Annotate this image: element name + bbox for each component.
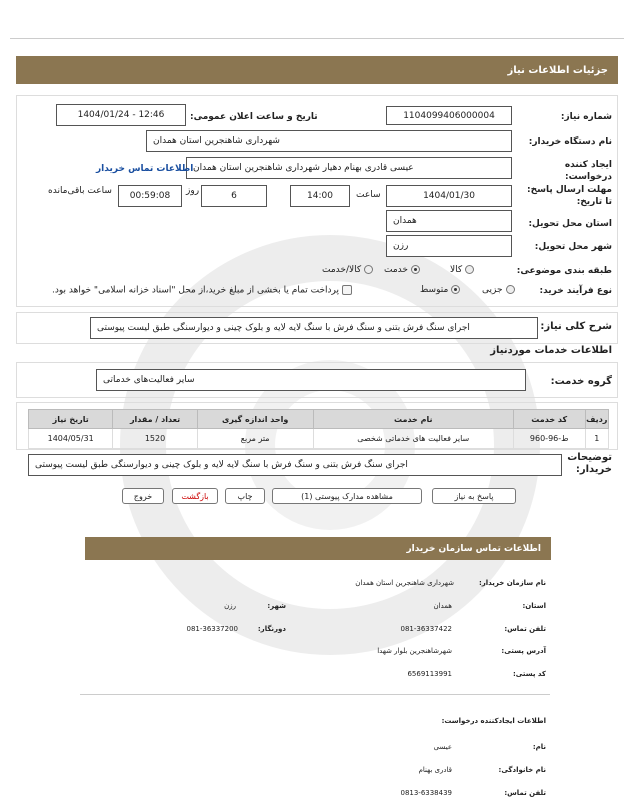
deadline-label: مهلت ارسال پاسخ: تا تاریخ: bbox=[527, 185, 612, 207]
details-header bbox=[16, 56, 618, 84]
contact-header bbox=[85, 537, 551, 560]
cell-name: سایر فعالیت های خدماتی شخصی bbox=[313, 429, 513, 449]
col-unit: واحد اندازه گیری bbox=[197, 410, 313, 429]
creator-phone: 0813-6338439 bbox=[400, 789, 452, 797]
contact-postal: 6569113991 bbox=[407, 670, 452, 678]
creator-last-name-label: نام خانوادگی: bbox=[498, 766, 546, 774]
contact-title: اطلاعات تماس سازمان خریدار bbox=[406, 543, 541, 554]
time-label: ساعت bbox=[356, 190, 381, 200]
contact-province: همدان bbox=[433, 602, 452, 610]
buyer-org-field: شهرداری شاهنجرین استان همدان bbox=[146, 130, 512, 152]
remaining-label: ساعت باقی‌مانده bbox=[48, 186, 112, 196]
col-code: کد خدمت bbox=[513, 410, 585, 429]
summary-field: اجرای سنگ فرش بتنی و سنگ فرش با سنگ لایه لایه و بلوک چینی و دیوارسنگی طبق لیست پیوستی bbox=[90, 317, 538, 339]
top-divider bbox=[10, 38, 624, 39]
contact-city-label: شهر: bbox=[267, 602, 286, 610]
exit-button[interactable]: خروج bbox=[122, 488, 164, 504]
announce-field: 1404/01/24 - 12:46 bbox=[56, 104, 186, 126]
table-row bbox=[29, 429, 609, 449]
contact-divider bbox=[80, 694, 550, 695]
radio-medium-icon[interactable] bbox=[451, 285, 460, 294]
announce-label: تاریخ و ساعت اعلان عمومی: bbox=[190, 112, 318, 122]
process-label: نوع فرآیند خرید: bbox=[539, 286, 612, 296]
buyer-org-label: نام دستگاه خریدار: bbox=[528, 137, 612, 147]
category-option-goods[interactable]: کالا bbox=[450, 265, 477, 275]
col-name: نام خدمت bbox=[313, 410, 513, 429]
category-option-service[interactable]: خدمت bbox=[384, 265, 423, 275]
buyer-notes-field: اجرای سنگ فرش بتنی و سنگ فرش با سنگ لایه لایه و بلوک چینی و دیوارسنگی طبق لیست پیوستی bbox=[28, 454, 562, 476]
process-option-medium[interactable]: متوسط bbox=[420, 285, 463, 295]
province-label: استان محل تحویل: bbox=[528, 219, 612, 229]
creator-phone-label: تلفن تماس: bbox=[504, 789, 546, 797]
days-label: روز bbox=[186, 186, 200, 196]
buyer-notes-label: توضیحات خریدار: bbox=[567, 452, 612, 475]
deadline-date-field: 1404/01/30 bbox=[386, 185, 512, 207]
creator-label: ایجاد کننده درخواست: bbox=[564, 160, 612, 182]
reply-button[interactable]: پاسخ به نیاز bbox=[432, 488, 516, 504]
contact-province-label: استان: bbox=[522, 602, 546, 610]
process-option-minor[interactable]: جزیی bbox=[482, 285, 518, 295]
province-field: همدان bbox=[386, 210, 512, 232]
category-option-both[interactable]: کالا/خدمت bbox=[322, 265, 376, 275]
buyer-contact-link[interactable]: اطلاعات تماس خریدار bbox=[96, 164, 194, 174]
radio-both-icon[interactable] bbox=[364, 265, 373, 274]
service-group-field: سایر فعالیت‌های خدماتی bbox=[96, 369, 526, 391]
radio-minor-icon[interactable] bbox=[506, 285, 515, 294]
attachments-button[interactable]: مشاهده مدارک پیوستی (1) bbox=[272, 488, 422, 504]
need-number-label: شماره نیاز: bbox=[560, 112, 612, 122]
contact-postal-label: کد پستی: bbox=[512, 670, 546, 678]
radio-goods-icon[interactable] bbox=[465, 265, 474, 274]
deadline-time-field: 14:00 bbox=[290, 185, 350, 207]
days-field: 6 bbox=[201, 185, 267, 207]
need-number-field: 1104099406000004 bbox=[386, 106, 512, 125]
contact-address-label: آدرس پستی: bbox=[501, 647, 546, 655]
contact-address: شهرشاهنجرین بلوار شهدا bbox=[377, 647, 452, 655]
checkbox-icon[interactable] bbox=[342, 285, 352, 295]
col-row: ردیف bbox=[585, 410, 608, 429]
creator-last-name: قادری بهنام bbox=[418, 766, 452, 774]
services-table bbox=[28, 409, 609, 449]
summary-label: شرح کلی نیاز: bbox=[540, 321, 612, 332]
creator-first-name: عیسی bbox=[433, 743, 452, 751]
contact-fax: 081-36337200 bbox=[186, 625, 238, 633]
details-title: جزئیات اطلاعات نیاز bbox=[507, 64, 608, 76]
creator-section-title: اطلاعات ایجادکننده درخواست: bbox=[441, 717, 546, 725]
cell-unit: متر مربع bbox=[197, 429, 313, 449]
service-group-label: گروه خدمت: bbox=[550, 376, 612, 387]
services-title: اطلاعات خدمات موردنیاز bbox=[490, 345, 612, 356]
cell-date: 1404/05/31 bbox=[29, 429, 113, 449]
contact-phone-label: تلفن تماس: bbox=[504, 625, 546, 633]
creator-field: عیسی قادری بهنام دهیار شهرداری شاهنجرین استان همدان bbox=[186, 157, 512, 179]
city-field: رزن bbox=[386, 235, 512, 257]
cell-code: ط-96-960 bbox=[513, 429, 585, 449]
contact-org-label: نام سازمان خریدار: bbox=[478, 579, 546, 587]
remaining-time-field: 00:59:08 bbox=[118, 185, 182, 207]
col-qty: تعداد / مقدار bbox=[113, 410, 197, 429]
category-label: طبقه بندی موضوعی: bbox=[516, 266, 612, 276]
cell-row: 1 bbox=[585, 429, 608, 449]
table-header-row bbox=[29, 410, 609, 429]
contact-org: شهرداری شاهنجرین استان همدان bbox=[355, 579, 454, 587]
contact-city: رزن bbox=[224, 602, 236, 610]
contact-phone: 081-36337422 bbox=[400, 625, 452, 633]
contact-fax-label: دورنگار: bbox=[257, 625, 286, 633]
payment-option[interactable]: پرداخت تمام یا بخشی از مبلغ خرید،از محل "اسناد خزانه اسلامی" خواهد بود. bbox=[52, 285, 355, 296]
col-date: تاریخ نیاز bbox=[29, 410, 113, 429]
creator-first-name-label: نام: bbox=[532, 743, 546, 751]
radio-service-icon[interactable] bbox=[411, 265, 420, 274]
cell-qty: 1520 bbox=[113, 429, 197, 449]
city-label: شهر محل تحویل: bbox=[534, 242, 612, 252]
print-button[interactable]: چاپ bbox=[225, 488, 265, 504]
back-button[interactable]: بازگشت bbox=[172, 488, 218, 504]
